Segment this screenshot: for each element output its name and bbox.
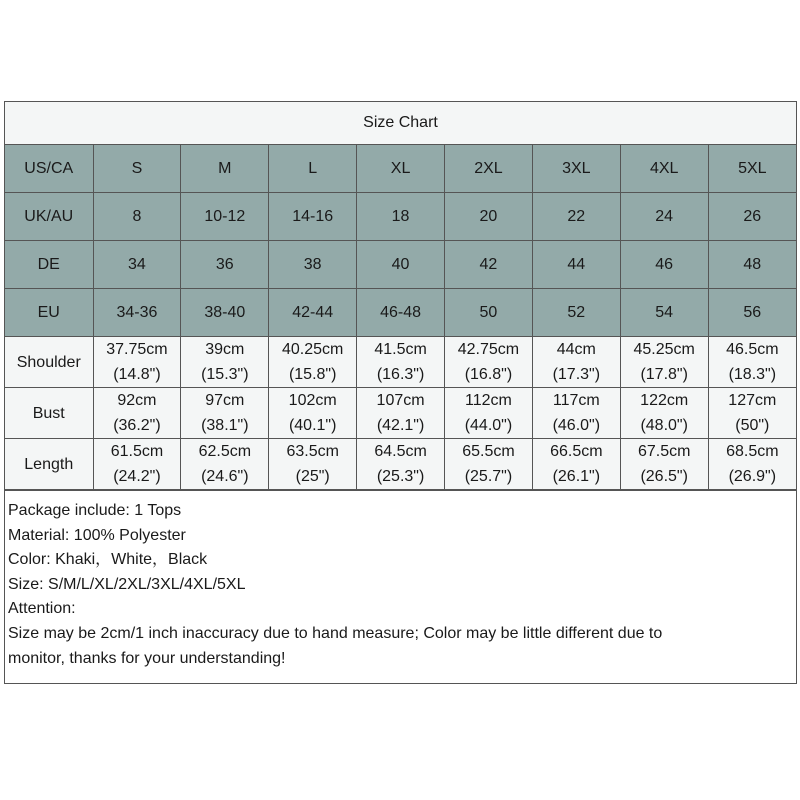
cm-value: 66.5cm	[550, 443, 603, 460]
measurement-cell	[357, 439, 445, 490]
cm-value: 37.75cm	[106, 341, 168, 358]
inch-value: (25.7")	[464, 468, 513, 485]
measurement-cell	[532, 388, 620, 439]
size-cell: 10-12	[181, 193, 269, 241]
inch-value: (18.3")	[728, 366, 777, 383]
cm-value: 65.5cm	[462, 443, 515, 460]
note-line: Material: 100% Polyester	[8, 526, 186, 544]
size-cell: XL	[357, 145, 445, 193]
cm-value: 46.5cm	[726, 341, 779, 358]
cm-value: 122cm	[640, 392, 689, 409]
cm-value: 39cm	[205, 341, 245, 358]
size-cell: L	[269, 145, 357, 193]
measurement-cell	[445, 337, 533, 388]
size-cell: 3XL	[532, 145, 620, 193]
size-cell: 34	[93, 241, 181, 289]
measurement-cell	[620, 337, 708, 388]
measurement-cell	[532, 337, 620, 388]
size-row	[5, 193, 796, 241]
size-cell: 38-40	[181, 289, 269, 337]
inch-value: (25")	[295, 468, 330, 485]
measurement-cell	[620, 388, 708, 439]
size-row	[5, 145, 796, 193]
measurement-cell	[620, 439, 708, 490]
size-cell: 8	[93, 193, 181, 241]
row-label: Bust	[5, 388, 93, 439]
size-cell: 20	[445, 193, 533, 241]
size-cell: S	[93, 145, 181, 193]
measurement-cell	[357, 337, 445, 388]
measurement-cell	[269, 337, 357, 388]
cm-value: 102cm	[288, 392, 337, 409]
note-line: Package include: 1 Tops	[8, 502, 182, 519]
inch-value: (40.1")	[288, 417, 337, 434]
measurement-cell	[181, 388, 269, 439]
inch-value: (26.1")	[552, 468, 601, 485]
cm-value: 107cm	[376, 392, 425, 409]
measurement-cell	[93, 337, 181, 388]
size-cell: 38	[269, 241, 357, 289]
size-cell: 14-16	[269, 193, 357, 241]
cm-value: 62.5cm	[198, 443, 252, 460]
size-cell: 4XL	[620, 145, 708, 193]
size-cell: 50	[445, 289, 533, 337]
row-label: UK/AU	[5, 193, 93, 241]
inch-value: (16.3")	[376, 366, 425, 383]
measurement-row	[5, 388, 796, 439]
inch-value: (16.8")	[464, 366, 513, 383]
measurement-cell	[532, 439, 620, 490]
inch-value: (24.2")	[113, 468, 161, 485]
row-label: Length	[5, 439, 93, 490]
inch-value: (50")	[735, 417, 770, 434]
cm-value: 64.5cm	[374, 443, 427, 460]
inch-value: (46.0")	[552, 417, 601, 434]
measurement-cell	[708, 337, 796, 388]
inch-value: (26.9")	[728, 468, 777, 485]
size-chart	[4, 101, 797, 684]
inch-value: (36.2")	[113, 417, 161, 434]
size-cell: 48	[708, 241, 796, 289]
inch-value: (38.1")	[201, 417, 249, 434]
size-cell: 46-48	[357, 289, 445, 337]
inch-value: (15.3")	[201, 366, 249, 383]
inch-value: (15.8")	[288, 366, 337, 383]
cm-value: 97cm	[205, 392, 245, 409]
inch-value: (42.1")	[376, 417, 425, 434]
row-label: DE	[5, 241, 93, 289]
chart-title: Size Chart	[5, 102, 796, 145]
row-label: Shoulder	[5, 337, 93, 388]
size-cell: 22	[532, 193, 620, 241]
measurement-cell	[181, 439, 269, 490]
inch-value: (24.6")	[201, 468, 249, 485]
measurement-cell	[708, 439, 796, 490]
measurement-cell	[708, 388, 796, 439]
note-line: Size may be 2cm/1 inch inaccuracy due to hand measure; Color may be little different due to	[8, 624, 663, 642]
product-notes	[5, 490, 796, 671]
cm-value: 45.25cm	[633, 341, 695, 358]
measurement-cell	[181, 337, 269, 388]
size-cell: 54	[620, 289, 708, 337]
measurement-cell	[93, 388, 181, 439]
measurement-cell	[93, 439, 181, 490]
size-cell: 24	[620, 193, 708, 241]
size-cell: 52	[532, 289, 620, 337]
size-cell: 36	[181, 241, 269, 289]
cm-value: 61.5cm	[110, 443, 164, 460]
size-table-body	[5, 145, 796, 490]
note-line: monitor, thanks for your understanding!	[8, 649, 286, 667]
size-cell: 42-44	[269, 289, 357, 337]
inch-value: (17.3")	[552, 366, 601, 383]
size-cell: M	[181, 145, 269, 193]
row-label: EU	[5, 289, 93, 337]
measurement-cell	[357, 388, 445, 439]
cm-value: 63.5cm	[286, 443, 339, 460]
cm-value: 127cm	[728, 392, 777, 409]
cm-value: 40.25cm	[282, 341, 344, 358]
size-cell: 46	[620, 241, 708, 289]
inch-value: (48.0")	[640, 417, 688, 434]
cm-value: 92cm	[117, 392, 157, 409]
size-cell: 56	[708, 289, 796, 337]
inch-value: (17.8")	[640, 366, 688, 383]
size-cell: 2XL	[445, 145, 533, 193]
cm-value: 41.5cm	[374, 341, 427, 358]
size-cell: 40	[357, 241, 445, 289]
size-cell: 18	[357, 193, 445, 241]
measurement-row	[5, 439, 796, 490]
size-cell: 44	[532, 241, 620, 289]
size-row	[5, 241, 796, 289]
inch-value: (26.5")	[640, 468, 688, 485]
inch-value: (14.8")	[113, 366, 161, 383]
cm-value: 68.5cm	[726, 443, 779, 460]
cm-value: 112cm	[465, 392, 512, 409]
size-cell: 42	[445, 241, 533, 289]
measurement-cell	[445, 388, 533, 439]
size-cell: 34-36	[93, 289, 181, 337]
cm-value: 67.5cm	[637, 443, 691, 460]
size-cell: 26	[708, 193, 796, 241]
measurement-row	[5, 337, 796, 388]
measurement-cell	[269, 439, 357, 490]
measurement-cell	[445, 439, 533, 490]
note-line: Attention:	[8, 600, 76, 618]
size-table	[5, 145, 796, 490]
size-cell: 5XL	[708, 145, 796, 193]
cm-value: 44cm	[556, 341, 596, 358]
cm-value: 42.75cm	[457, 341, 520, 358]
inch-value: (25.3")	[376, 468, 425, 485]
inch-value: (44.0")	[464, 417, 513, 434]
note-line: Size: S/M/L/XL/2XL/3XL/4XL/5XL	[8, 575, 246, 593]
cm-value: 117cm	[552, 392, 600, 409]
size-row	[5, 289, 796, 337]
note-line: Color: Khaki，White，Black	[8, 551, 208, 569]
row-label: US/CA	[5, 145, 93, 193]
measurement-cell	[269, 388, 357, 439]
